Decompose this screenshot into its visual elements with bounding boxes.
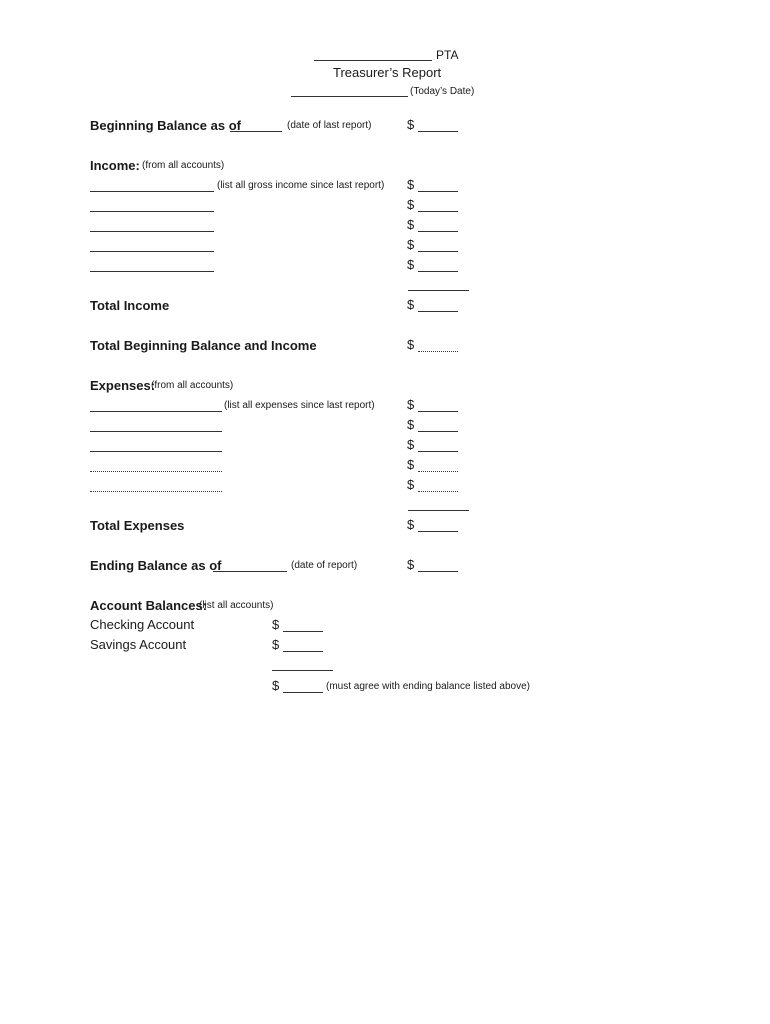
beginning-dollar: $ bbox=[407, 117, 415, 132]
report-title: Treasurer’s Report bbox=[333, 65, 442, 80]
expenses-note: (from all accounts) bbox=[151, 380, 234, 391]
expense-amount-2[interactable] bbox=[418, 431, 458, 432]
total-expenses-dollar: $ bbox=[407, 517, 415, 532]
savings-dollar: $ bbox=[272, 637, 280, 652]
total-income-amount[interactable] bbox=[418, 311, 458, 312]
expense-sum-rule bbox=[408, 510, 469, 511]
income-sum-rule bbox=[408, 290, 469, 291]
beginning-date-blank[interactable] bbox=[230, 131, 282, 132]
income-dollar-1: $ bbox=[407, 177, 415, 192]
total-beginning-income-amount[interactable] bbox=[418, 351, 458, 352]
todays-date-note: (Today’s Date) bbox=[410, 86, 475, 97]
total-beginning-income-label: Total Beginning Balance and Income bbox=[90, 338, 317, 353]
expense-line-5[interactable] bbox=[90, 491, 222, 492]
expense-dollar-2: $ bbox=[407, 417, 415, 432]
expenses-label: Expenses: bbox=[90, 378, 156, 393]
ending-amount-blank[interactable] bbox=[418, 571, 458, 572]
income-line-2[interactable] bbox=[90, 211, 214, 212]
total-expenses-label: Total Expenses bbox=[90, 518, 185, 533]
expense-amount-4[interactable] bbox=[418, 471, 458, 472]
income-amount-2[interactable] bbox=[418, 211, 458, 212]
expense-line-2[interactable] bbox=[90, 431, 222, 432]
account-balances-label: Account Balances: bbox=[90, 598, 208, 613]
savings-account-label: Savings Account bbox=[90, 637, 187, 652]
expense-line-4[interactable] bbox=[90, 471, 222, 472]
accounts-total-dollar: $ bbox=[272, 678, 280, 693]
income-dollar-4: $ bbox=[407, 237, 415, 252]
income-line-4[interactable] bbox=[90, 251, 214, 252]
beginning-balance-label: Beginning Balance as of bbox=[90, 118, 241, 133]
total-expenses-amount[interactable] bbox=[418, 531, 458, 532]
total-income-label: Total Income bbox=[90, 298, 170, 313]
ending-dollar: $ bbox=[407, 557, 415, 572]
org-suffix: PTA bbox=[436, 48, 459, 62]
income-dollar-2: $ bbox=[407, 197, 415, 212]
beginning-amount-blank[interactable] bbox=[418, 131, 458, 132]
income-dollar-5: $ bbox=[407, 257, 415, 272]
ending-date-note: (date of report) bbox=[291, 560, 358, 571]
income-amount-1[interactable] bbox=[418, 191, 458, 192]
account-balances-note: (list all accounts) bbox=[199, 600, 274, 611]
accounts-sum-rule bbox=[272, 670, 333, 671]
expense-line-3[interactable] bbox=[90, 451, 222, 452]
expenses-first-line-note: (list all expenses since last report) bbox=[224, 400, 375, 411]
expense-dollar-4: $ bbox=[407, 457, 415, 472]
expense-dollar-3: $ bbox=[407, 437, 415, 452]
income-label: Income: bbox=[90, 158, 140, 173]
expense-dollar-1: $ bbox=[407, 397, 415, 412]
total-beginning-income-dollar: $ bbox=[407, 337, 415, 352]
todays-date-blank[interactable] bbox=[291, 96, 408, 97]
income-amount-5[interactable] bbox=[418, 271, 458, 272]
expense-line-1[interactable] bbox=[90, 411, 222, 412]
income-note: (from all accounts) bbox=[142, 160, 225, 171]
checking-account-label: Checking Account bbox=[90, 617, 195, 632]
income-line-5[interactable] bbox=[90, 271, 214, 272]
income-first-line-note: (list all gross income since last report) bbox=[217, 180, 385, 191]
expense-dollar-5: $ bbox=[407, 477, 415, 492]
income-amount-4[interactable] bbox=[418, 251, 458, 252]
expense-amount-3[interactable] bbox=[418, 451, 458, 452]
organization-name-blank[interactable] bbox=[314, 60, 432, 61]
ending-date-blank[interactable] bbox=[213, 571, 287, 572]
beginning-date-note: (date of last report) bbox=[287, 120, 372, 131]
expense-amount-1[interactable] bbox=[418, 411, 458, 412]
checking-dollar: $ bbox=[272, 617, 280, 632]
income-dollar-3: $ bbox=[407, 217, 415, 232]
ending-balance-label: Ending Balance as of bbox=[90, 558, 222, 573]
savings-amount[interactable] bbox=[283, 651, 323, 652]
accounts-total-amount[interactable] bbox=[283, 692, 323, 693]
income-amount-3[interactable] bbox=[418, 231, 458, 232]
total-income-dollar: $ bbox=[407, 297, 415, 312]
checking-amount[interactable] bbox=[283, 631, 323, 632]
accounts-agree-note: (must agree with ending balance listed above) bbox=[326, 681, 531, 692]
income-line-1[interactable] bbox=[90, 191, 214, 192]
income-line-3[interactable] bbox=[90, 231, 214, 232]
expense-amount-5[interactable] bbox=[418, 491, 458, 492]
